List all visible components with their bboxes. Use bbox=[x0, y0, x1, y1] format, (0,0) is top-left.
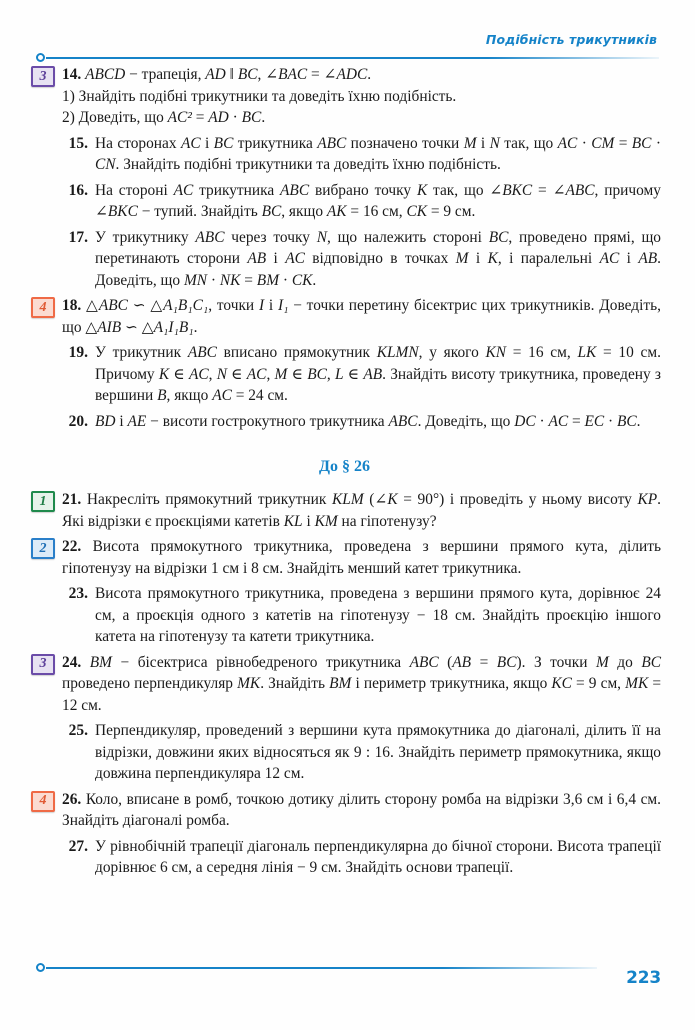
exercise-item bbox=[28, 583, 661, 648]
badge-gutter bbox=[28, 295, 62, 315]
exercise-content bbox=[0, 64, 695, 883]
exercise-line: Накресліть прямокутний трикутник KLM (∠K = 90°) і проведіть у ньому висоту KP. Які відрізки є проєкціями катетів KL і KM на гіпотенузу? bbox=[62, 491, 661, 530]
exercise-line: 1) Знайдіть подібні трикутники та доведіть їхню подібність. bbox=[62, 87, 457, 105]
exercise-line: BM − бісектриса рівнобедреного трикутника ABC (AB = BC). З точки M до BC проведено перпендикуляр MK. Знайдіть BM і периметр трикутника, якщо KC = 9 см, MK = 12 см. bbox=[62, 653, 662, 714]
exercise-text bbox=[62, 652, 661, 717]
exercise-item bbox=[28, 180, 661, 223]
exercise-text bbox=[62, 489, 661, 532]
exercise-item bbox=[28, 342, 661, 407]
exercise-number: 19. bbox=[68, 344, 88, 361]
exercise-line: Висота прямокутного трикутника, проведена з вершини прямого кута, ділить гіпотенузу на відрізки 1 см і 8 см. Знайдіть менший катет трикутника. bbox=[62, 538, 661, 577]
badge-gutter bbox=[28, 583, 62, 584]
exercise-number: 16. bbox=[68, 181, 88, 199]
circle-ornament-icon bbox=[36, 53, 45, 62]
exercise-text bbox=[62, 536, 661, 579]
exercise-number: 17. bbox=[68, 228, 88, 246]
badge-gutter bbox=[28, 489, 62, 509]
exercise-number: 15. bbox=[68, 134, 88, 152]
difficulty-badge-level-4: 4 bbox=[31, 791, 55, 812]
badge-gutter bbox=[28, 180, 62, 181]
rule-line bbox=[46, 967, 597, 969]
exercise-item bbox=[28, 536, 661, 579]
badge-gutter bbox=[28, 411, 62, 412]
exercise-item bbox=[28, 411, 661, 433]
exercise-text: На стороні AC трикутника ABC вибрано точку K так, що ∠BKC = ∠ABC, причому ∠BKC − тупий. Знайдіть BC, якщо AK = 16 см, CK = 9 см. bbox=[95, 181, 661, 220]
difficulty-badge-level-1: 1 bbox=[31, 491, 55, 512]
difficulty-badge-level-2: 2 bbox=[31, 538, 55, 559]
exercise-number: 27. bbox=[68, 837, 88, 855]
exercise-line: 2) Доведіть, що AC² = AD · BC. bbox=[62, 109, 266, 126]
exercise-number: 25. bbox=[68, 722, 88, 739]
badge-gutter bbox=[28, 133, 62, 134]
exercise-number: 18. bbox=[62, 297, 82, 314]
exercise-text: У рівнобічній трапеції діагональ перпендикулярна до бічної сторони. Висота трапеції дорівнює 6 см, а середня лінія − 9 см. Знайдіть основи трапеції. bbox=[95, 837, 661, 876]
exercise-text: Перпендикуляр, проведений з вершини кута прямокутника до діагоналі, ділить її на відрізки, довжини яких відносяться як 9 : 16. Знайдіть периметр прямокутника, якщо довжина перпендикуляра 12 см. bbox=[95, 722, 661, 782]
section-heading: До § 26 bbox=[318, 458, 370, 475]
badge-gutter bbox=[28, 720, 62, 721]
exercise-number: 21. bbox=[62, 491, 82, 508]
exercise-text: На сторонах AC і BC трикутника ABC позначено точки M і N так, що AC · CM = BC · CN. Знайдіть подібні трикутники та доведіть їхню подібність. bbox=[95, 134, 661, 173]
exercise-line: Коло, вписане в ромб, точкою дотику ділить сторону ромба на відрізки 3,6 см і 6,4 см. Знайдіть діагоналі ромба. bbox=[62, 790, 661, 829]
badge-gutter bbox=[28, 789, 62, 808]
exercise-item bbox=[28, 227, 661, 292]
exercise-item bbox=[28, 652, 661, 717]
exercise-number: 24. bbox=[62, 653, 82, 671]
exercise-number: 26. bbox=[62, 790, 82, 808]
exercise-item bbox=[28, 133, 661, 176]
badge-gutter bbox=[28, 652, 62, 671]
circle-ornament-icon bbox=[36, 963, 45, 972]
running-head: Подібність трикутників bbox=[485, 32, 657, 47]
difficulty-badge-level-3: 3 bbox=[31, 654, 55, 675]
exercise-number: 20. bbox=[68, 412, 88, 430]
exercise-line: △ABC ∽ △A₁B₁C₁, точки I і I₁ − точки перетину бісектрис цих трикутників. Доведіть, що △AIB ∽ △A₁I₁B₁. bbox=[62, 297, 661, 336]
header-rule bbox=[36, 52, 659, 64]
difficulty-badge-level-3: 3 bbox=[31, 66, 55, 87]
exercise-item bbox=[28, 789, 661, 832]
footer-rule bbox=[36, 962, 659, 974]
exercise-item bbox=[28, 489, 661, 532]
rule-line bbox=[46, 57, 659, 59]
exercise-text bbox=[62, 295, 661, 338]
exercise-item bbox=[28, 295, 661, 338]
exercise-number: 14. bbox=[62, 66, 82, 83]
badge-gutter bbox=[28, 536, 62, 556]
badge-gutter bbox=[28, 227, 62, 228]
exercise-item bbox=[28, 836, 661, 879]
exercise-text: У трикутник ABC вписано прямокутник KLMN, у якого KN = 16 см, LK = 10 см. Причому K ∈ AC, N ∈ AC, M ∈ BC, L ∈ AB. Знайдіть висоту трикутника, проведену з вершини B, якщо AC = 24 см. bbox=[95, 344, 662, 404]
badge-gutter bbox=[28, 836, 62, 837]
exercise-text bbox=[62, 64, 661, 129]
page-number: 223 bbox=[626, 968, 661, 988]
exercise-text: Висота прямокутного трикутника, проведена з вершини прямого кута, дорівнює 24 см, а проєкція одного з катетів на гіпотенузу − 18 см. Знайдіть проєкцію іншого катета на гіпотенузу та катети трикутника. bbox=[95, 585, 661, 645]
exercise-number: 22. bbox=[62, 538, 82, 555]
exercise-item bbox=[28, 64, 661, 129]
badge-gutter bbox=[28, 342, 62, 343]
exercise-number: 23. bbox=[68, 585, 88, 602]
exercise-text: BD і AE − висоти гострокутного трикутника ABC. Доведіть, що DC · AC = EC · BC. bbox=[95, 412, 641, 430]
exercise-line: ABCD − трапеція, AD ‖ BC, ∠BAC = ∠ADC. bbox=[85, 66, 372, 83]
badge-gutter bbox=[28, 64, 62, 84]
exercise-text bbox=[62, 789, 661, 832]
exercise-item bbox=[28, 720, 661, 785]
exercise-text: У трикутнику ABC через точку N, що належить стороні BC, проведено прямі, що перетинають сторони AB і AC відповідно в точках M і K, і паралельні AC і AB. Доведіть, що MN · NK = BM · CK. bbox=[95, 228, 661, 289]
difficulty-badge-level-4: 4 bbox=[31, 297, 55, 318]
